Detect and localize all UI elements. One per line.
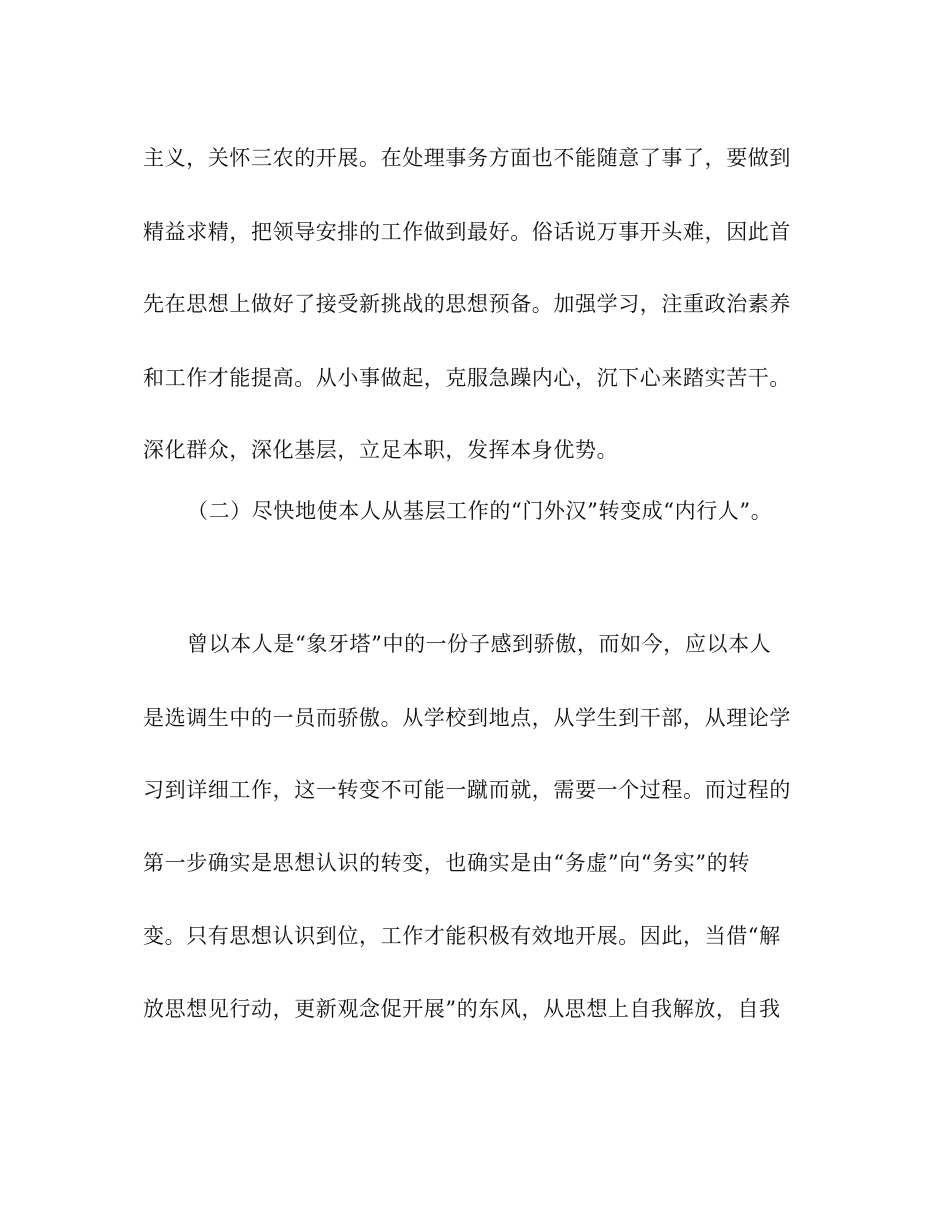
paragraph-1-line-4: 和工作才能提高。从小事做起，克服急躁内心，沉下心来踏实苦干。 — [143, 366, 791, 390]
paragraph-1-line-3: 先在思想上做好了接受新挑战的思想预备。加强学习，注重政治素养 — [143, 292, 791, 316]
paragraph-2-line-1: 曾以本人是“象牙塔”中的一份子感到骄傲，而如今，应以本人 — [187, 632, 772, 656]
paragraph-2-line-3: 习到详细工作，这一转变不可能一蹴而就，需要一个过程。而过程的 — [143, 778, 791, 802]
paragraph-1-line-2: 精益求精，把领导安排的工作做到最好。俗话说万事开头难，因此首 — [143, 220, 791, 244]
paragraph-2-line-2: 是选调生中的一员而骄傲。从学校到地点，从学生到干部，从理论学 — [143, 706, 791, 730]
paragraph-2-line-6: 放思想见行动，更新观念促开展”的东风，从思想上自我解放，自我 — [143, 997, 781, 1021]
paragraph-1-line-1: 主义，关怀三农的开展。在处理事务方面也不能随意了事了，要做到 — [143, 146, 791, 170]
paragraph-2-line-4: 第一步确实是思想认识的转变，也确实是由“务虚”向“务实”的转 — [143, 851, 750, 875]
section-heading-2: （二）尽快地使本人从基层工作的“门外汉”转变成“内行人”。 — [187, 499, 773, 523]
paragraph-1-line-5: 深化群众，深化基层，立足本职，发挥本身优势。 — [143, 438, 619, 462]
paragraph-2-line-5: 变。只有思想认识到位，工作才能积极有效地开展。因此，当借“解 — [143, 924, 781, 948]
